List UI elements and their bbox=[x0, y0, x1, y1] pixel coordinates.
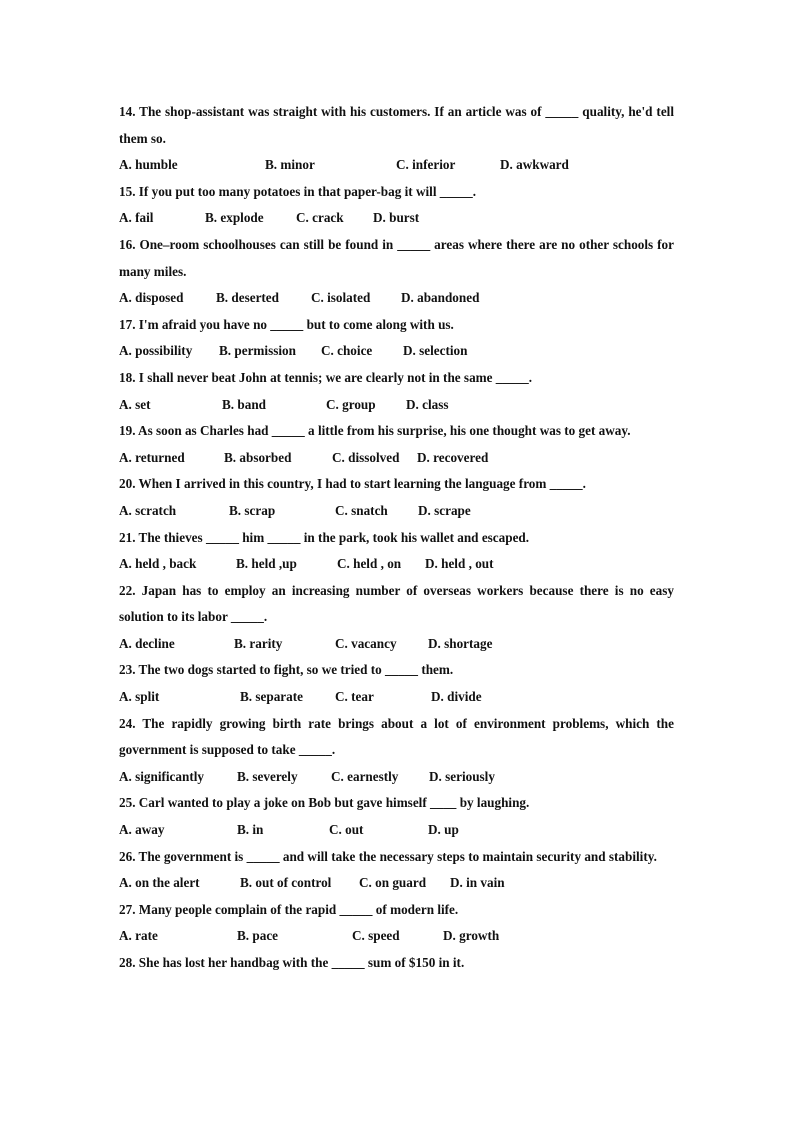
option-a: A. held , back bbox=[119, 556, 197, 572]
options-16 bbox=[119, 285, 674, 312]
options-27 bbox=[119, 923, 674, 950]
question-22: 22. Japan has to employ an increasing number of overseas workers because there is no easy solution to its labor _____. bbox=[119, 582, 674, 625]
option-d: D. seriously bbox=[429, 768, 495, 784]
option-a: A. scratch bbox=[119, 502, 177, 518]
question-14: 14. The shop-assistant was straight with his customers. If an article was of _____ quality, he'd tell them so. bbox=[119, 104, 674, 146]
option-c: C. earnestly bbox=[331, 768, 399, 784]
option-d: D. awkward bbox=[500, 157, 569, 173]
options-26 bbox=[119, 870, 674, 897]
option-a: A. rate bbox=[119, 928, 158, 944]
option-a: A. humble bbox=[119, 157, 178, 173]
question-15: 15. If you put too many potatoes in that paper-bag it will _____. bbox=[119, 183, 477, 199]
option-d: D. selection bbox=[403, 343, 468, 359]
option-b: B. in bbox=[237, 822, 264, 838]
option-a: A. set bbox=[119, 396, 151, 412]
option-d: D. held , out bbox=[425, 556, 494, 572]
option-b: B. rarity bbox=[234, 635, 283, 651]
option-d: D. growth bbox=[443, 928, 500, 944]
option-c: C. group bbox=[326, 396, 376, 412]
option-c: C. tear bbox=[335, 689, 374, 705]
question-24: 24. The rapidly growing birth rate brings about a lot of environment problems, which the government is supposed to take _____. bbox=[119, 715, 674, 758]
option-b: B. scrap bbox=[229, 502, 276, 518]
options-14 bbox=[119, 152, 674, 179]
question-17: 17. I'm afraid you have no _____ but to come along with us. bbox=[119, 316, 454, 332]
option-c: C. speed bbox=[352, 928, 400, 944]
option-c: C. choice bbox=[321, 343, 373, 359]
options-19 bbox=[119, 445, 674, 472]
option-d: D. up bbox=[428, 822, 459, 838]
option-a: A. disposed bbox=[119, 290, 184, 306]
option-a: A. returned bbox=[119, 449, 185, 465]
options-24 bbox=[119, 764, 674, 791]
option-c: C. held , on bbox=[337, 556, 402, 572]
options-15 bbox=[119, 205, 674, 232]
option-d: D. class bbox=[406, 396, 449, 412]
option-c: C. isolated bbox=[311, 290, 371, 306]
option-b: B. deserted bbox=[216, 290, 279, 306]
option-b: B. absorbed bbox=[224, 449, 292, 465]
option-c: C. out bbox=[329, 822, 364, 838]
option-a: A. significantly bbox=[119, 768, 204, 784]
option-d: D. in vain bbox=[450, 875, 505, 891]
option-d: D. shortage bbox=[428, 635, 493, 651]
question-16: 16. One–room schoolhouses can still be found in _____ areas where there are no other schools for many miles. bbox=[119, 236, 674, 279]
option-d: D. recovered bbox=[417, 449, 489, 465]
options-17 bbox=[119, 338, 674, 365]
option-b: B. held ,up bbox=[236, 556, 297, 572]
question-26: 26. The government is _____ and will take the necessary steps to maintain security and stability. bbox=[119, 848, 657, 864]
option-b: B. minor bbox=[265, 157, 315, 173]
question-21: 21. The thieves _____ him _____ in the park, took his wallet and escaped. bbox=[119, 529, 530, 545]
question-28: 28. She has lost her handbag with the _____ sum of $150 in it. bbox=[119, 955, 465, 970]
option-a: A. possibility bbox=[119, 343, 193, 359]
option-c: C. on guard bbox=[359, 875, 427, 891]
options-18 bbox=[119, 392, 674, 419]
question-18: 18. I shall never beat John at tennis; we are clearly not in the same _____. bbox=[119, 369, 533, 385]
question-list bbox=[119, 99, 674, 977]
question-25: 25. Carl wanted to play a joke on Bob but gave himself ____ by laughing. bbox=[119, 795, 530, 811]
options-22 bbox=[119, 631, 674, 658]
option-c: C. vacancy bbox=[335, 635, 397, 651]
option-a: A. away bbox=[119, 822, 165, 838]
option-b: B. explode bbox=[205, 210, 264, 226]
option-b: B. severely bbox=[237, 768, 298, 784]
option-c: C. dissolved bbox=[332, 449, 400, 465]
option-b: B. separate bbox=[240, 689, 303, 705]
option-b: B. permission bbox=[219, 343, 296, 359]
question-23: 23. The two dogs started to fight, so we tried to _____ them. bbox=[119, 662, 454, 678]
option-a: A. on the alert bbox=[119, 875, 200, 891]
option-a: A. split bbox=[119, 689, 160, 705]
options-23 bbox=[119, 684, 674, 711]
option-c: C. inferior bbox=[396, 157, 456, 173]
option-d: D. divide bbox=[431, 689, 482, 705]
question-20: 20. When I arrived in this country, I had to start learning the language from _____. bbox=[119, 476, 586, 492]
options-25 bbox=[119, 817, 674, 844]
option-d: D. scrape bbox=[418, 502, 471, 518]
option-c: C. snatch bbox=[335, 502, 388, 518]
option-a: A. fail bbox=[119, 210, 154, 226]
option-b: B. out of control bbox=[240, 875, 332, 891]
option-b: B. pace bbox=[237, 928, 279, 944]
option-b: B. band bbox=[222, 396, 266, 412]
option-d: D. abandoned bbox=[401, 290, 480, 306]
question-19: 19. As soon as Charles had _____ a little from his surprise, his one thought was to get away. bbox=[119, 423, 631, 439]
option-c: C. crack bbox=[296, 210, 344, 226]
options-20 bbox=[119, 498, 674, 525]
option-d: D. burst bbox=[373, 210, 420, 226]
options-21 bbox=[119, 551, 674, 578]
option-a: A. decline bbox=[119, 635, 175, 651]
question-27: 27. Many people complain of the rapid _____ of modern life. bbox=[119, 901, 459, 917]
